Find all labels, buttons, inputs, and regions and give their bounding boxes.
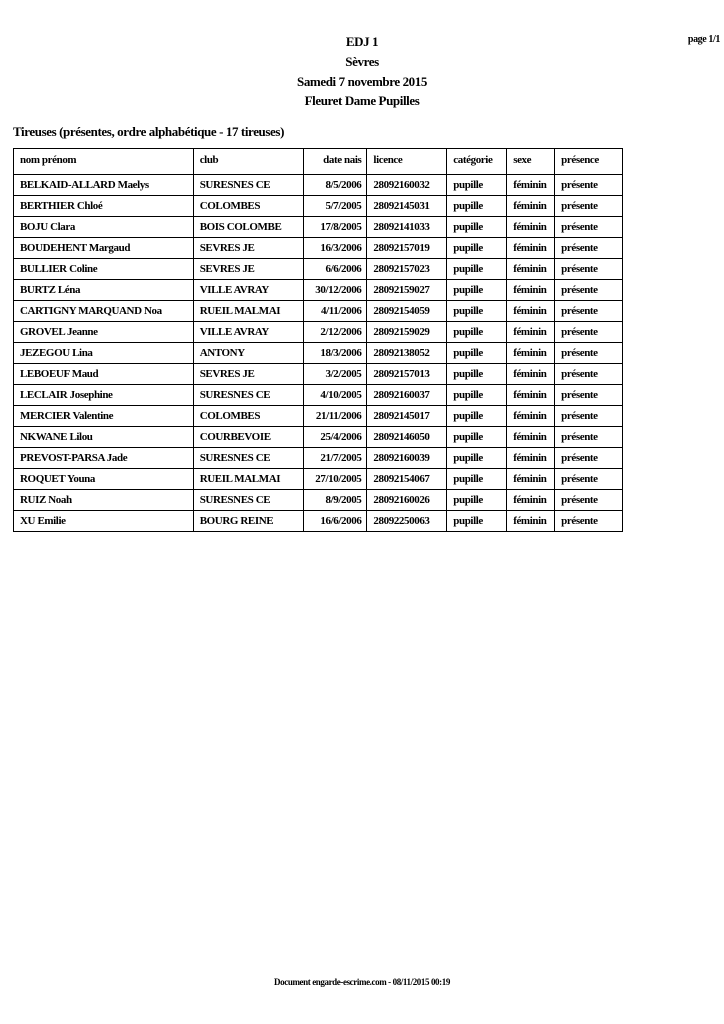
presence-cell: présente bbox=[555, 364, 623, 385]
table-row bbox=[14, 490, 623, 511]
birthdate-cell: 18/3/2006 bbox=[304, 343, 367, 364]
event-date: Samedi 7 novembre 2015 bbox=[297, 74, 427, 89]
name-cell: BELKAID-ALLARD Maelys bbox=[14, 175, 194, 196]
birthdate-cell: 6/6/2006 bbox=[304, 259, 367, 280]
name-cell: BULLIER Coline bbox=[14, 259, 194, 280]
page-number: page 1/1 bbox=[687, 34, 720, 45]
licence-cell: 28092160037 bbox=[367, 385, 447, 406]
table-row bbox=[14, 469, 623, 490]
name-cell: MERCIER Valentine bbox=[14, 406, 194, 427]
city: Sèvres bbox=[345, 54, 379, 69]
birthdate-cell: 4/10/2005 bbox=[304, 385, 367, 406]
fencers-table bbox=[13, 148, 623, 532]
table-row bbox=[14, 175, 623, 196]
table-row bbox=[14, 259, 623, 280]
name-cell: RUIZ Noah bbox=[14, 490, 194, 511]
name-cell: PREVOST-PARSA Jade bbox=[14, 448, 194, 469]
name-cell: BURTZ Léna bbox=[14, 280, 194, 301]
name-cell: GROVEL Jeanne bbox=[14, 322, 194, 343]
sex-cell: féminin bbox=[507, 322, 555, 343]
category-cell: pupille bbox=[447, 238, 507, 259]
birthdate-cell: 21/11/2006 bbox=[304, 406, 367, 427]
licence-cell: 28092159029 bbox=[367, 322, 447, 343]
category-cell: pupille bbox=[447, 301, 507, 322]
sex-cell: féminin bbox=[507, 175, 555, 196]
birthdate-cell: 8/9/2005 bbox=[304, 490, 367, 511]
name-cell: ROQUET Youna bbox=[14, 469, 194, 490]
presence-cell: présente bbox=[555, 406, 623, 427]
name-cell: BOJU Clara bbox=[14, 217, 194, 238]
category-cell: pupille bbox=[447, 217, 507, 238]
category-cell: pupille bbox=[447, 448, 507, 469]
sex-cell: féminin bbox=[507, 490, 555, 511]
sex-cell: féminin bbox=[507, 217, 555, 238]
presence-cell: présente bbox=[555, 385, 623, 406]
sex-cell: féminin bbox=[507, 448, 555, 469]
name-cell: JEZEGOU Lina bbox=[14, 343, 194, 364]
category-cell: pupille bbox=[447, 427, 507, 448]
table-header-row bbox=[14, 149, 623, 175]
birthdate-cell: 8/5/2006 bbox=[304, 175, 367, 196]
column-header: présence bbox=[555, 149, 623, 175]
sex-cell: féminin bbox=[507, 280, 555, 301]
sex-cell: féminin bbox=[507, 343, 555, 364]
table-row bbox=[14, 427, 623, 448]
category-cell: pupille bbox=[447, 343, 507, 364]
sex-cell: féminin bbox=[507, 406, 555, 427]
birthdate-cell: 5/7/2005 bbox=[304, 196, 367, 217]
table-row bbox=[14, 448, 623, 469]
category-cell: pupille bbox=[447, 196, 507, 217]
category-cell: pupille bbox=[447, 280, 507, 301]
name-cell: CARTIGNY MARQUAND Noa bbox=[14, 301, 194, 322]
table-row bbox=[14, 217, 623, 238]
sex-cell: féminin bbox=[507, 301, 555, 322]
sex-cell: féminin bbox=[507, 427, 555, 448]
category-cell: pupille bbox=[447, 406, 507, 427]
club-cell: SEVRES JE bbox=[193, 238, 304, 259]
club-cell: VILLE AVRAY bbox=[193, 280, 304, 301]
club-cell: RUEIL MALMAI bbox=[193, 301, 304, 322]
sex-cell: féminin bbox=[507, 364, 555, 385]
licence-cell: 28092157013 bbox=[367, 364, 447, 385]
presence-cell: présente bbox=[555, 301, 623, 322]
licence-cell: 28092250063 bbox=[367, 511, 447, 532]
table-row bbox=[14, 301, 623, 322]
presence-cell: présente bbox=[555, 280, 623, 301]
birthdate-cell: 25/4/2006 bbox=[304, 427, 367, 448]
column-header: sexe bbox=[507, 149, 555, 175]
birthdate-cell: 21/7/2005 bbox=[304, 448, 367, 469]
sex-cell: féminin bbox=[507, 469, 555, 490]
sex-cell: féminin bbox=[507, 511, 555, 532]
licence-cell: 28092141033 bbox=[367, 217, 447, 238]
table-row bbox=[14, 322, 623, 343]
table-row bbox=[14, 364, 623, 385]
birthdate-cell: 16/6/2006 bbox=[304, 511, 367, 532]
sex-cell: féminin bbox=[507, 238, 555, 259]
presence-cell: présente bbox=[555, 238, 623, 259]
column-header: catégorie bbox=[447, 149, 507, 175]
document-title: EDJ 1 bbox=[345, 34, 379, 49]
presence-cell: présente bbox=[555, 343, 623, 364]
category-cell: pupille bbox=[447, 490, 507, 511]
category-cell: pupille bbox=[447, 175, 507, 196]
licence-cell: 28092160039 bbox=[367, 448, 447, 469]
event-name: Fleuret Dame Pupilles bbox=[304, 93, 420, 108]
name-cell: LECLAIR Josephine bbox=[14, 385, 194, 406]
presence-cell: présente bbox=[555, 427, 623, 448]
presence-cell: présente bbox=[555, 469, 623, 490]
presence-cell: présente bbox=[555, 322, 623, 343]
column-header: club bbox=[193, 149, 304, 175]
licence-cell: 28092154067 bbox=[367, 469, 447, 490]
category-cell: pupille bbox=[447, 511, 507, 532]
club-cell: COLOMBES bbox=[193, 196, 304, 217]
club-cell: SURESNES CE bbox=[193, 385, 304, 406]
sex-cell: féminin bbox=[507, 196, 555, 217]
table-row bbox=[14, 196, 623, 217]
birthdate-cell: 2/12/2006 bbox=[304, 322, 367, 343]
name-cell: LEBOEUF Maud bbox=[14, 364, 194, 385]
table-row bbox=[14, 280, 623, 301]
presence-cell: présente bbox=[555, 448, 623, 469]
name-cell: BERTHIER Chloé bbox=[14, 196, 194, 217]
club-cell: VILLE AVRAY bbox=[193, 322, 304, 343]
licence-cell: 28092146050 bbox=[367, 427, 447, 448]
birthdate-cell: 27/10/2005 bbox=[304, 469, 367, 490]
table-row bbox=[14, 406, 623, 427]
sex-cell: féminin bbox=[507, 385, 555, 406]
name-cell: BOUDEHENT Margaud bbox=[14, 238, 194, 259]
presence-cell: présente bbox=[555, 490, 623, 511]
category-cell: pupille bbox=[447, 364, 507, 385]
category-cell: pupille bbox=[447, 259, 507, 280]
licence-cell: 28092154059 bbox=[367, 301, 447, 322]
section-title: Tireuses (présentes, ordre alphabétique - 17 tireuses) bbox=[13, 124, 285, 139]
birthdate-cell: 3/2/2005 bbox=[304, 364, 367, 385]
table-row bbox=[14, 238, 623, 259]
club-cell: SURESNES CE bbox=[193, 448, 304, 469]
birthdate-cell: 30/12/2006 bbox=[304, 280, 367, 301]
name-cell: NKWANE Lilou bbox=[14, 427, 194, 448]
licence-cell: 28092160026 bbox=[367, 490, 447, 511]
club-cell: SEVRES JE bbox=[193, 364, 304, 385]
licence-cell: 28092160032 bbox=[367, 175, 447, 196]
footer: Document engarde-escrime.com - 08/11/2015 00:19 bbox=[274, 977, 450, 987]
category-cell: pupille bbox=[447, 322, 507, 343]
club-cell: ANTONY bbox=[193, 343, 304, 364]
club-cell: RUEIL MALMAI bbox=[193, 469, 304, 490]
column-header: nom prénom bbox=[14, 149, 194, 175]
licence-cell: 28092159027 bbox=[367, 280, 447, 301]
licence-cell: 28092145031 bbox=[367, 196, 447, 217]
birthdate-cell: 4/11/2006 bbox=[304, 301, 367, 322]
presence-cell: présente bbox=[555, 175, 623, 196]
club-cell: SURESNES CE bbox=[193, 175, 304, 196]
club-cell: SEVRES JE bbox=[193, 259, 304, 280]
table-row bbox=[14, 343, 623, 364]
column-header: date nais bbox=[304, 149, 367, 175]
licence-cell: 28092138052 bbox=[367, 343, 447, 364]
presence-cell: présente bbox=[555, 259, 623, 280]
licence-cell: 28092157023 bbox=[367, 259, 447, 280]
club-cell: COLOMBES bbox=[193, 406, 304, 427]
birthdate-cell: 17/8/2005 bbox=[304, 217, 367, 238]
sex-cell: féminin bbox=[507, 259, 555, 280]
table-row bbox=[14, 511, 623, 532]
club-cell: SURESNES CE bbox=[193, 490, 304, 511]
club-cell: COURBEVOIE bbox=[193, 427, 304, 448]
licence-cell: 28092145017 bbox=[367, 406, 447, 427]
presence-cell: présente bbox=[555, 511, 623, 532]
presence-cell: présente bbox=[555, 196, 623, 217]
category-cell: pupille bbox=[447, 385, 507, 406]
licence-cell: 28092157019 bbox=[367, 238, 447, 259]
table-row bbox=[14, 385, 623, 406]
birthdate-cell: 16/3/2006 bbox=[304, 238, 367, 259]
club-cell: BOIS COLOMBE bbox=[193, 217, 304, 238]
category-cell: pupille bbox=[447, 469, 507, 490]
name-cell: XU Emilie bbox=[14, 511, 194, 532]
column-header: licence bbox=[367, 149, 447, 175]
presence-cell: présente bbox=[555, 217, 623, 238]
club-cell: BOURG REINE bbox=[193, 511, 304, 532]
